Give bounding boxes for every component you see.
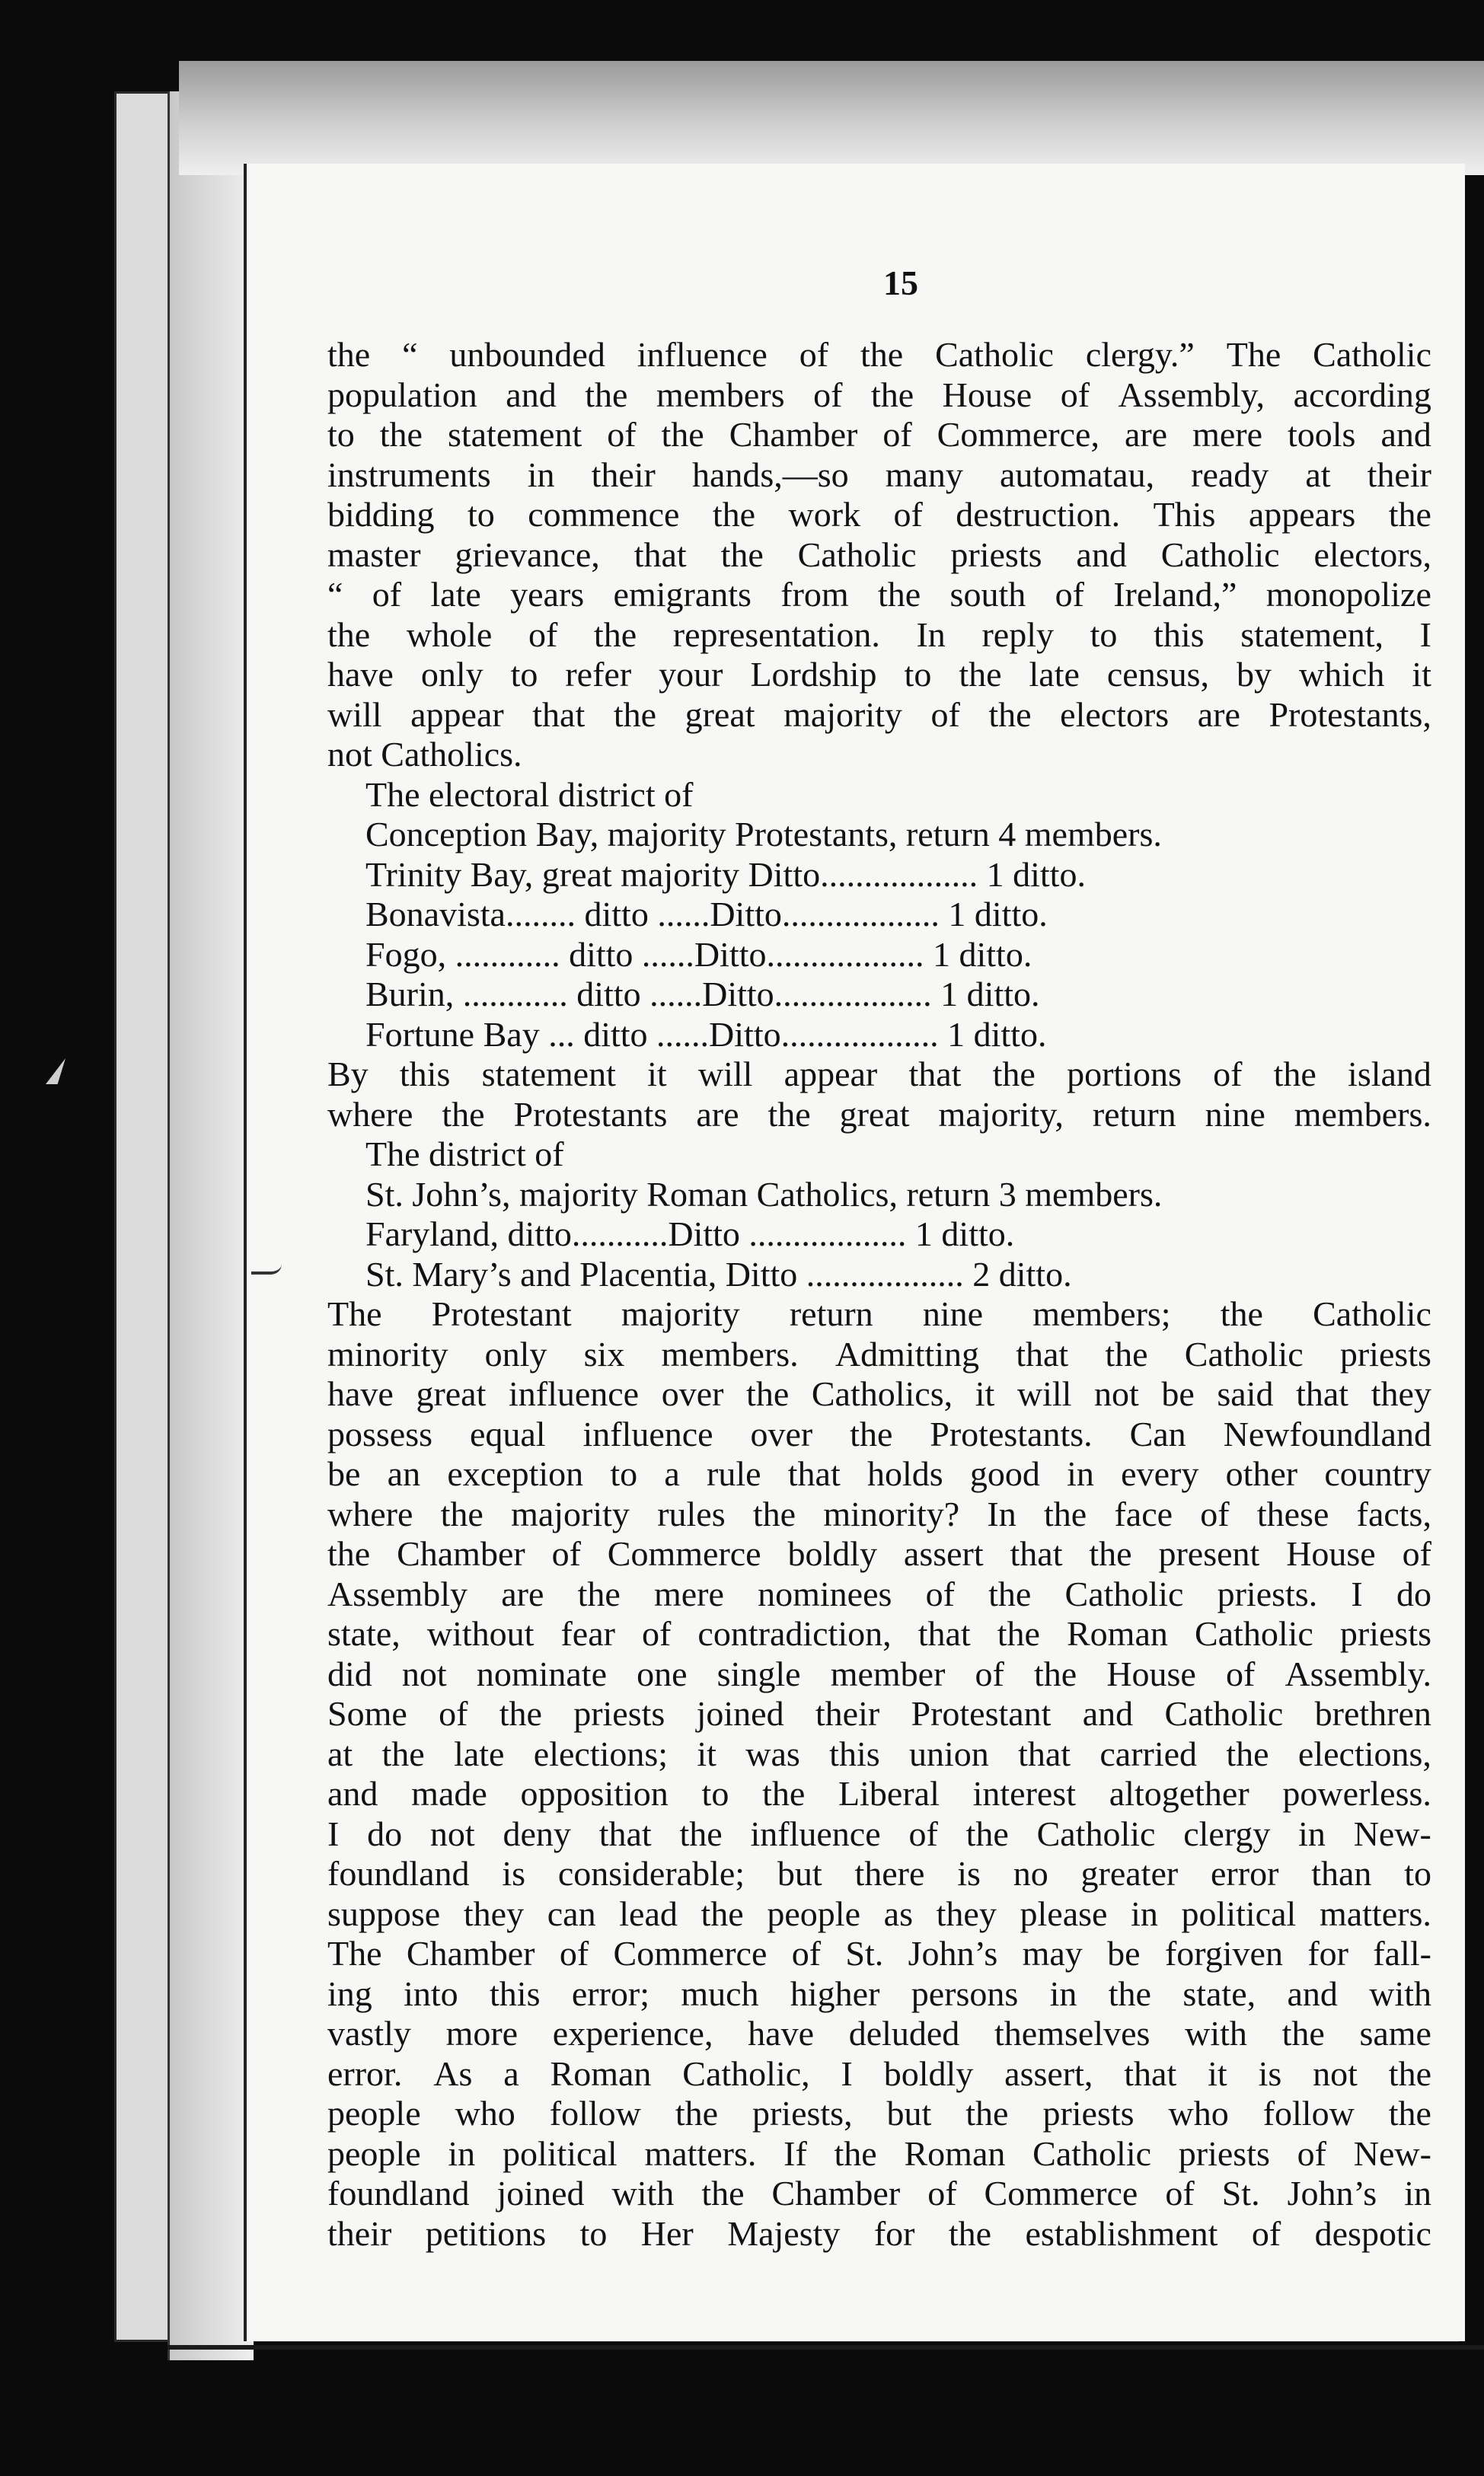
text-line: By this statement it will appear that the portions of the island xyxy=(327,1055,1431,1093)
margin-mark xyxy=(46,1058,65,1084)
table-row: Conception Bay, majority Protestants, return 4 members. xyxy=(365,815,1162,854)
text-line: vastly more experience, have deluded themselves with the same xyxy=(327,2014,1431,2053)
table-row: Fogo, ............ ditto ......Ditto.................. 1 ditto. xyxy=(365,934,1032,974)
text-line: ing into this error; much higher persons in the state, and with xyxy=(327,1973,1431,2013)
text-line: not Catholics. xyxy=(327,735,522,774)
page-edge-strip xyxy=(168,91,254,2360)
text-line: Assembly are the mere nominees of the Catholic priests. I do xyxy=(327,1574,1431,1613)
text-line: and made opposition to the Liberal interest altogether powerless. xyxy=(327,1774,1431,1813)
text-line: state, without fear of contradiction, that the Roman Catholic priests xyxy=(327,1614,1431,1653)
text-line: I do not deny that the influence of the Catholic clergy in New- xyxy=(327,1814,1431,1853)
table-2-heading: The district of xyxy=(365,1134,564,1173)
text-line: to the statement of the Chamber of Commerce, are mere tools and xyxy=(327,415,1431,454)
text-line: people who follow the priests, but the priests who follow the xyxy=(327,2094,1431,2133)
text-line: bidding to commence the work of destruction. This appears the xyxy=(327,495,1431,534)
table-row: Fortune Bay ... ditto ......Ditto.................. 1 ditto. xyxy=(365,1014,1047,1054)
table-row: St. Mary’s and Placentia, Ditto .................. 2 ditto. xyxy=(365,1254,1072,1294)
text-line: The Chamber of Commerce of St. John’s may be forgiven for fall- xyxy=(327,1934,1431,1973)
text-line: foundland is considerable; but there is no greater error than to xyxy=(327,1854,1431,1893)
text-line: the “ unbounded influence of the Catholic clergy.” The Catholic xyxy=(327,335,1431,374)
text-line: error. As a Roman Catholic, I boldly assert, that it is not the xyxy=(327,2053,1431,2093)
table-2 xyxy=(327,1175,1431,1295)
text-line: suppose they can lead the people as they please in political matters. xyxy=(327,1894,1431,1933)
page-number: 15 xyxy=(883,263,918,302)
table-1-heading: The electoral district of xyxy=(365,774,694,814)
table-row: Bonavista........ ditto ......Ditto.................. 1 ditto. xyxy=(365,895,1048,933)
text-line: the Chamber of Commerce boldly assert that the present House of xyxy=(327,1534,1431,1573)
text-line: master grievance, that the Catholic priests and Catholic electors, xyxy=(327,534,1431,574)
table-row: Burin, ............ ditto ......Ditto.................. 1 ditto. xyxy=(365,975,1040,1013)
text-line: where the Protestants are the great majority, return nine members. xyxy=(327,1094,1431,1134)
text-line: “ of late years emigrants from the south of Ireland,” monopolize xyxy=(327,575,1431,614)
table-row: Faryland, ditto...........Ditto .................. 1 ditto. xyxy=(365,1214,1015,1253)
text-line: The Protestant majority return nine members; the Catholic xyxy=(327,1294,1431,1333)
paragraph-1 xyxy=(327,335,1431,775)
text-line: be an exception to a rule that holds good in every other country xyxy=(327,1454,1431,1493)
text-line: have only to refer your Lordship to the late census, by which it xyxy=(327,655,1431,694)
text-line: people in political matters. If the Roman Catholic priests of New- xyxy=(327,2133,1431,2173)
text-line: possess equal influence over the Protestants. Can Newfoundland xyxy=(327,1414,1431,1453)
text-line: did not nominate one single member of the House of Assembly. xyxy=(327,1654,1431,1693)
paragraph-2 xyxy=(327,1055,1431,1134)
table-row: Trinity Bay, great majority Ditto.................. 1 ditto. xyxy=(365,854,1086,894)
text-line: minority only six members. Admitting that the Catholic priests xyxy=(327,1334,1431,1374)
page-top-shadow xyxy=(179,61,1484,175)
text-line: at the late elections; it was this union that carried the elections, xyxy=(327,1734,1431,1773)
page-text xyxy=(327,335,1431,2254)
text-line: foundland joined with the Chamber of Commerce of St. John’s in xyxy=(327,2174,1431,2213)
table-row: St. John’s, majority Roman Catholics, return 3 members. xyxy=(365,1174,1163,1214)
table-1 xyxy=(327,815,1431,1055)
text-line: instruments in their hands,—so many automatau, ready at their xyxy=(327,455,1431,494)
text-line: Some of the priests joined their Protestant and Catholic brethren xyxy=(327,1694,1431,1733)
page-bottom-edge xyxy=(168,2345,1484,2350)
text-line: population and the members of the House of Assembly, according xyxy=(327,375,1431,414)
text-line: will appear that the great majority of the electors are Protestants, xyxy=(327,694,1431,734)
paragraph-3 xyxy=(327,1294,1431,2254)
text-line: where the majority rules the minority? In the face of these facts, xyxy=(327,1494,1431,1533)
text-line: their petitions to Her Majesty for the establishment of despotic xyxy=(327,2213,1431,2253)
text-line: the whole of the representation. In reply to this statement, I xyxy=(327,614,1431,654)
text-line: have great influence over the Catholics, it will not be said that they xyxy=(327,1374,1431,1413)
